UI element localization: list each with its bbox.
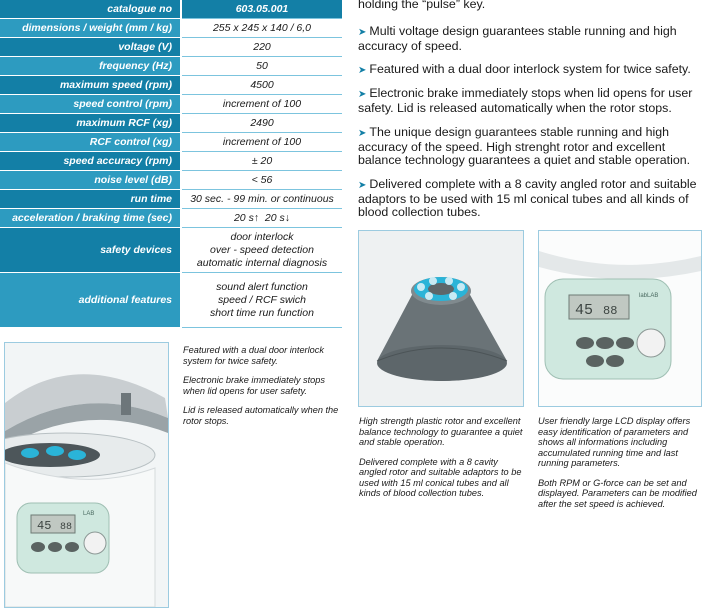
- feature-text: Multi voltage design guarantees stable running and high accuracy of speed.: [358, 24, 677, 53]
- arrow-down-icon: ↓: [284, 212, 291, 224]
- control-panel-photo: [538, 230, 702, 407]
- triangle-bullet-icon: ➤: [358, 27, 367, 38]
- spec-value: 50: [181, 57, 342, 76]
- centrifuge-open-photo: [4, 342, 169, 608]
- spec-value: 2490: [181, 114, 342, 133]
- spec-label: frequency (Hz): [0, 57, 181, 76]
- control-panel-illustration: [539, 231, 701, 406]
- spec-row: [0, 114, 342, 133]
- spec-label: dimensions / weight (mm / kg): [0, 19, 181, 38]
- spec-table: [0, 0, 342, 328]
- spec-line: door interlock: [230, 230, 294, 243]
- caption-middle: [359, 416, 523, 508]
- spec-row-catalogue: [0, 0, 342, 19]
- rotor-illustration: [359, 231, 523, 406]
- spec-row: [0, 76, 342, 95]
- spec-row: [0, 190, 342, 209]
- arrow-up-icon: ↑: [253, 212, 260, 224]
- centrifuge-open-illustration: [5, 343, 168, 607]
- spec-label: safety devices: [0, 228, 181, 273]
- spec-value: ± 20: [181, 152, 342, 171]
- spec-label: noise level (dB): [0, 171, 181, 190]
- spec-line: over - speed detection: [210, 243, 314, 256]
- triangle-bullet-icon: ➤: [358, 180, 367, 191]
- spec-line: automatic internal diagnosis: [196, 256, 328, 269]
- triangle-bullet-icon: ➤: [358, 128, 367, 139]
- caption-paragraph: Lid is released automatically when the rotor stops.: [183, 405, 339, 426]
- spec-row: [0, 133, 342, 152]
- spec-row: [0, 95, 342, 114]
- spec-value: 30 sec. - 99 min. or continuous: [181, 190, 342, 209]
- spec-row-additional: [0, 273, 342, 328]
- caption-left: [183, 345, 343, 435]
- lcd-readout-small: 88: [603, 304, 618, 318]
- caption-paragraph: Featured with a dual door interlock system for twice safety.: [183, 345, 324, 366]
- spec-label: RCF control (xg): [0, 133, 181, 152]
- brand-logo: LAB: [83, 511, 95, 517]
- caption-paragraph: User friendly large LCD display offers easy identification of parameters and shows all informations including accumulated running time and last running parameters.: [538, 416, 691, 468]
- spec-value: 255 x 245 x 140 / 6,0: [181, 19, 342, 38]
- spec-row: [0, 38, 342, 57]
- caption-paragraph: Delivered complete with a 8 cavity angled rotor and suitable adaptors to be used with 15 ml conical tubes and all kinds of blood collection tubes.: [359, 456, 522, 498]
- feature-text-continued: holding the “pulse” key.: [358, 0, 486, 11]
- feature-text: Delivered complete with a 8 cavity angled rotor and suitable adaptors to be used with 15 ml conical tubes and all kinds of blood collection tubes.: [358, 177, 697, 219]
- spec-label: additional features: [0, 273, 181, 328]
- brand-logo: labLAB: [639, 293, 659, 299]
- spec-value: increment of 100: [181, 133, 342, 152]
- triangle-bullet-icon: ➤: [358, 89, 367, 100]
- feature-item: [358, 87, 698, 115]
- feature-text: Featured with a dual door interlock system for twice safety.: [369, 62, 691, 76]
- spec-value: < 56: [181, 171, 342, 190]
- caption-paragraph: High strength plastic rotor and excellent balance technology to guarantee a quiet and stable operation.: [359, 416, 523, 447]
- spec-row-accel: [0, 209, 342, 228]
- spec-value: 4500: [181, 76, 342, 95]
- feature-item: [358, 126, 698, 168]
- spec-label: catalogue no: [0, 0, 181, 19]
- spec-line: sound alert function: [216, 280, 308, 293]
- spec-row: [0, 152, 342, 171]
- caption-right: [538, 416, 700, 518]
- spec-row: [0, 19, 342, 38]
- spec-row: [0, 171, 342, 190]
- rotor-photo: [358, 230, 524, 407]
- lcd-readout-small: 88: [60, 522, 73, 533]
- caption-paragraph: Electronic brake immediately stops when lid opens for user safety.: [183, 375, 325, 396]
- spec-label: maximum speed (rpm): [0, 76, 181, 95]
- lcd-readout: 45: [575, 302, 594, 319]
- spec-value: [181, 209, 342, 228]
- spec-label: maximum RCF (xg): [0, 114, 181, 133]
- spec-line: speed / RCF swich: [218, 293, 306, 306]
- feature-text: Electronic brake immediately stops when lid opens for user safety. Lid is released automatically when the rotor stops.: [358, 86, 693, 115]
- spec-row-safety: [0, 228, 342, 273]
- spec-label: run time: [0, 190, 181, 209]
- spec-value: [181, 228, 342, 273]
- caption-paragraph: Both RPM or G-force can be set and displayed. Parameters can be modified after the set speed is achieved.: [538, 477, 697, 509]
- spec-row: [0, 57, 342, 76]
- spec-label: speed accuracy (rpm): [0, 152, 181, 171]
- feature-item: [358, 25, 698, 53]
- spec-value: 603.05.001: [181, 0, 342, 19]
- braking-time: 20 s: [264, 212, 285, 224]
- spec-value: increment of 100: [181, 95, 342, 114]
- spec-label: acceleration / braking time (sec): [0, 209, 181, 228]
- triangle-bullet-icon: ➤: [358, 65, 367, 76]
- feature-text: The unique design guarantees stable running and high accuracy of the speed. High strenght rotor and excellent balance technology guarantees a quiet and stable operation.: [358, 125, 691, 167]
- spec-label: speed control (rpm): [0, 95, 181, 114]
- spec-line: short time run function: [210, 306, 314, 319]
- lcd-readout: 45: [37, 519, 52, 533]
- spec-label: voltage (V): [0, 38, 181, 57]
- spec-value: 220: [181, 38, 342, 57]
- accel-time: 20 s: [233, 212, 254, 224]
- feature-item: [358, 178, 698, 220]
- spec-value: [181, 273, 342, 328]
- feature-item: [358, 63, 698, 78]
